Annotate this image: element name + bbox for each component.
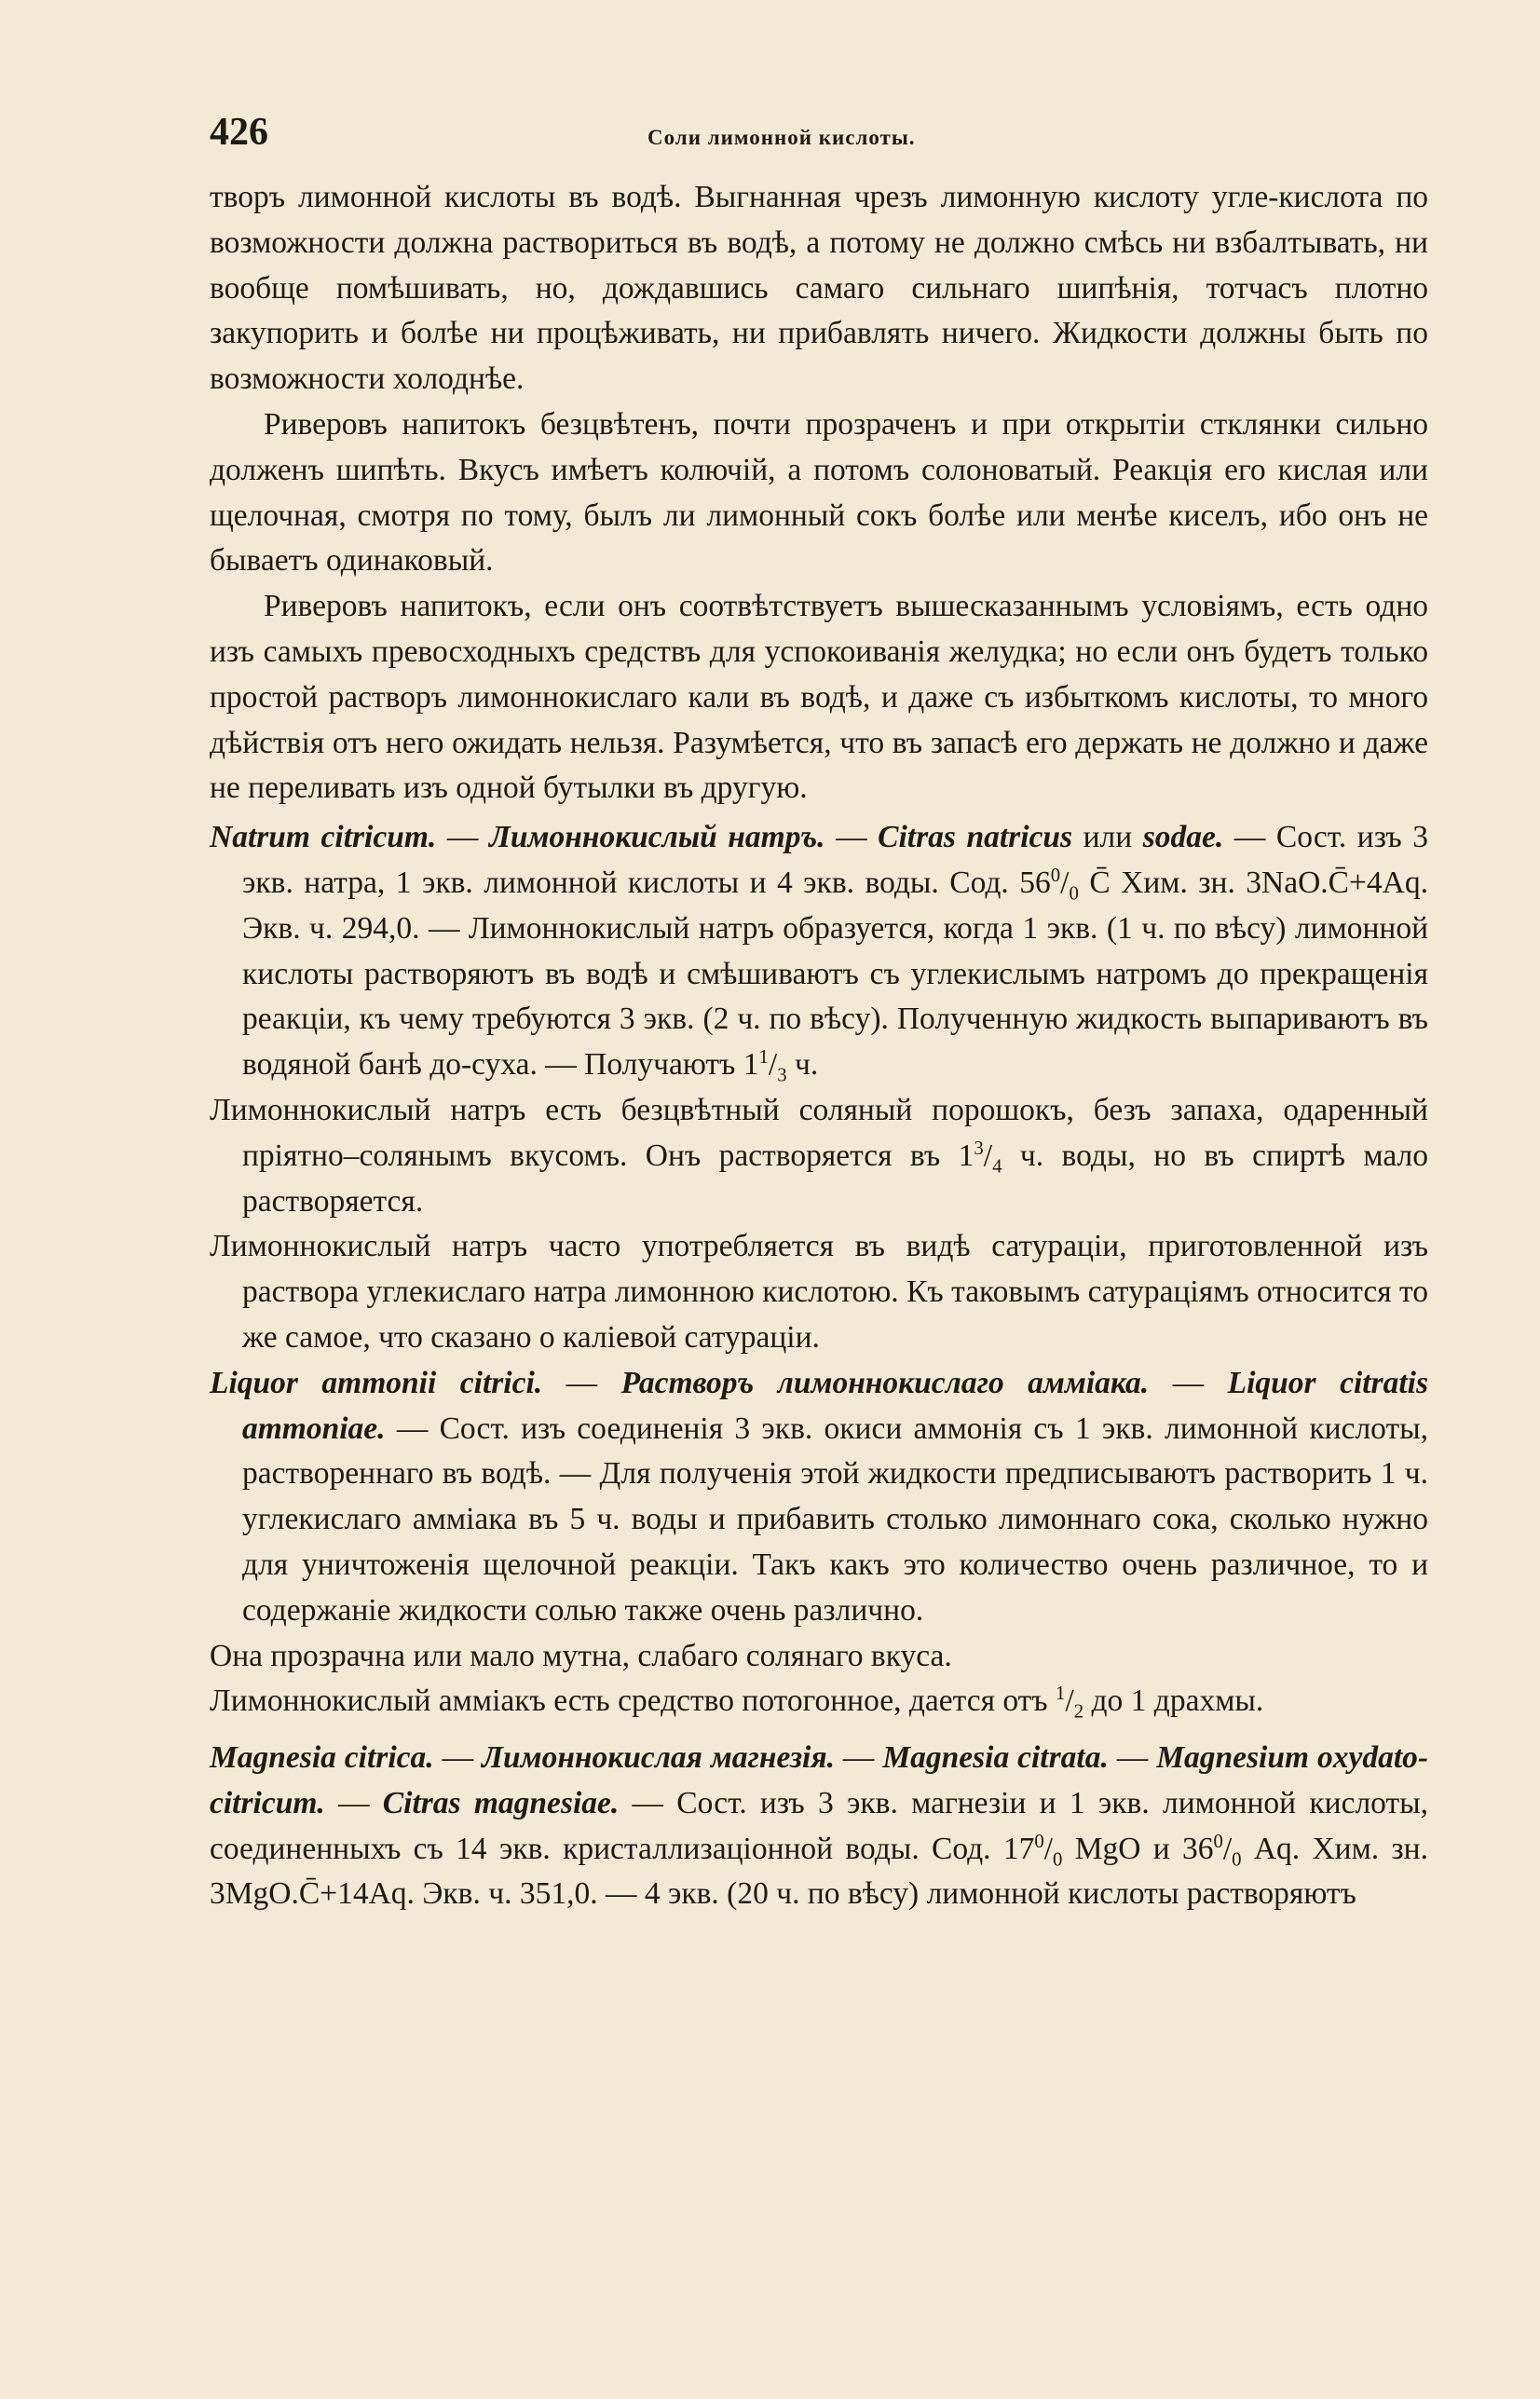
fraction-part: 0 xyxy=(1050,864,1061,886)
text-run: творъ лимонной кислоты въ водѣ. Выгнанная чрезъ лимонную кислоту угле-кислота по возможности должна раствориться въ водѣ, а потому не должно смѣсь ни взбалтывать, ни вообще помѣшивать, но, дождавшись самаго сильнаго шипѣнія, тотчасъ плотно закупорить и болѣе ни процѣживать, ни прибавлять ничего. Жидкости должны быть по возможности холоднѣе. xyxy=(210,180,1428,397)
text-run: / xyxy=(1043,1831,1054,1866)
latin-term: Лимоннокислая магнезія. xyxy=(482,1740,835,1776)
article-liquor-ammonii-citrici xyxy=(210,1361,1428,1634)
paragraph xyxy=(210,584,1428,811)
paragraph xyxy=(210,1088,1428,1224)
paragraph xyxy=(210,1224,1428,1360)
running-title: Соли лимонной кислоты. xyxy=(647,126,916,149)
text-run: Лимоннокислый натръ есть безцвѣтный соляный порошокъ, безъ запаха, одаренный пріятно–солянымъ вкусомъ. Онъ растворяется въ 1 xyxy=(210,1092,1428,1173)
article-magnesia-citrica xyxy=(210,1736,1428,1917)
page-header xyxy=(210,110,1428,175)
fraction-part: 1 xyxy=(1056,1683,1066,1705)
text-run: ч. воды, но въ спиртѣ мало растворяется. xyxy=(242,1138,1428,1219)
fraction-part: 2 xyxy=(1073,1700,1084,1723)
latin-term: Liquor ammonii citrici. xyxy=(210,1365,543,1400)
page-number: 426 xyxy=(210,111,268,154)
fraction-part: 4 xyxy=(992,1155,1002,1178)
text-run: или xyxy=(1072,820,1143,855)
text-run: Она прозрачна или мало мутна, слабаго солянаго вкуса. xyxy=(210,1638,952,1673)
latin-term: sodae. xyxy=(1142,820,1224,855)
paragraph xyxy=(210,1679,1428,1724)
fraction-part: 3 xyxy=(777,1064,787,1086)
latin-term: Растворъ лимоннокислаго аммiака. xyxy=(620,1365,1150,1400)
text-run: Риверовъ напитокъ, если онъ соотвѣтствуетъ вышесказаннымъ условіямъ, есть одно изъ самыхъ превосходныхъ средствъ для успокоиванія желудка; но если онъ будетъ только простой растворъ лимоннокислаго кали въ водѣ, и даже съ избыткомъ кислоты, то много дѣйствія отъ него ожидать нельзя. Разумѣется, что въ запасѣ его держать не должно и даже не переливать изъ одной бутылки въ другую. xyxy=(210,589,1428,806)
text-run: Лимоннокислый амміакъ есть средство потогонное, дается отъ xyxy=(210,1683,1056,1719)
text-run: — xyxy=(436,820,489,855)
text-run: Aq. Хим. зн. 3MgO.C̄+14Aq. Экв. ч. 351,0. — 4 экв. (20 ч. по вѣсу) лимонной кислоты растворяютъ xyxy=(210,1831,1428,1912)
fraction-part: 0 xyxy=(1034,1830,1044,1852)
latin-term: Citras natricus xyxy=(878,820,1073,855)
text-run: / xyxy=(1222,1831,1233,1866)
article-natrum-citricum xyxy=(210,815,1428,1088)
latin-term: Liquor citratis ammoniae. xyxy=(242,1365,1428,1446)
fraction-part: 0 xyxy=(1213,1830,1223,1852)
fraction-part: 0 xyxy=(1232,1848,1242,1871)
text-run: — xyxy=(1108,1740,1157,1776)
text-run: — Сост. изъ 3 экв. натра, 1 экв. лимонной кислоты и 4 экв. воды. Сод. 56 xyxy=(242,820,1428,900)
text-run: — xyxy=(433,1740,482,1776)
text-run: — xyxy=(834,1740,883,1776)
text-run: ч. xyxy=(786,1047,819,1083)
latin-term: Magnesium oxydato-citricum. xyxy=(210,1740,1429,1820)
text-run: до 1 драхмы. xyxy=(1083,1683,1264,1719)
text-run: / xyxy=(768,1047,778,1083)
latin-term: Лимоннокислый натръ. xyxy=(488,820,825,855)
fraction-part: 0 xyxy=(1053,1848,1063,1871)
text-run: MgO и 36 xyxy=(1062,1831,1214,1866)
text-run: — xyxy=(825,820,879,855)
fraction-part: 1 xyxy=(758,1045,769,1068)
text-run: — xyxy=(1149,1365,1228,1400)
text-run: / xyxy=(1065,1683,1074,1719)
paragraph xyxy=(210,402,1428,584)
text-run: — Сост. изъ 3 экв. магнезіи и 1 экв. лимонной кислоты, соединенныхъ съ 14 экв. кристаллизаціонной воды. Сод. 17 xyxy=(210,1785,1428,1866)
paragraph xyxy=(210,175,1428,402)
text-run: C̄ Хим. зн. 3NaO.C̄+4Aq. Экв. ч. 294,0. — Лимоннокислый натръ образуется, когда 1 экв. (1 ч. по вѣсу) лимонной кислоты растворяютъ въ водѣ и смѣшиваютъ съ углекислымъ натромъ до прекращенія реакціи, къ чему требуются 3 экв. (2 ч. по вѣсу). Полученную жидкость выпариваютъ въ водяной банѣ до-суха. — Получаютъ 1 xyxy=(242,865,1428,1083)
fraction-part: 0 xyxy=(1069,882,1079,905)
latin-term: Magnesia citrica. xyxy=(210,1740,434,1776)
body-text xyxy=(210,175,1428,1917)
latin-term: Natrum citricum. xyxy=(210,820,437,855)
text-run: / xyxy=(1060,865,1070,900)
latin-term: Magnesia citrata. xyxy=(882,1740,1109,1776)
text-run: Лимоннокислый натръ часто употребляется въ видѣ сатураціи, приготовленной изъ раствора углекислаго натра лимонною кислотою. Къ таковымъ сатураціямъ относится то же самое, что сказано о каліевой сатураціи. xyxy=(210,1229,1428,1355)
text-run: — xyxy=(324,1785,383,1820)
latin-term: Citras magnesiae. xyxy=(382,1785,620,1820)
text-run: / xyxy=(983,1138,993,1173)
fraction-part: 3 xyxy=(974,1137,984,1159)
text-run: — Сост. изъ соединенія 3 экв. окиси аммонія съ 1 экв. лимонной кислоты, раствореннаго въ водѣ. — Для полученія этой жидкости предписываютъ растворить 1 ч. углекислаго амміака въ 5 ч. воды и прибавить столько лимоннаго сока, сколько нужно для уничтоженія щелочной реакціи. Такъ какъ это количество очень различное, то и содержаніе жидкости солью также очень различно. xyxy=(242,1411,1428,1628)
text-run: Риверовъ напитокъ безцвѣтенъ, почти прозраченъ и при открытіи стклянки сильно долженъ шипѣть. Вкусъ имѣетъ колючій, а потомъ солоноватый. Реакція его кислая или щелочная, смотря по тому, былъ ли лимонный сокъ болѣе или менѣе киселъ, ибо онъ не бываетъ одинаковый. xyxy=(210,406,1428,579)
text-run: — xyxy=(542,1365,621,1400)
paragraph xyxy=(210,1634,1428,1680)
